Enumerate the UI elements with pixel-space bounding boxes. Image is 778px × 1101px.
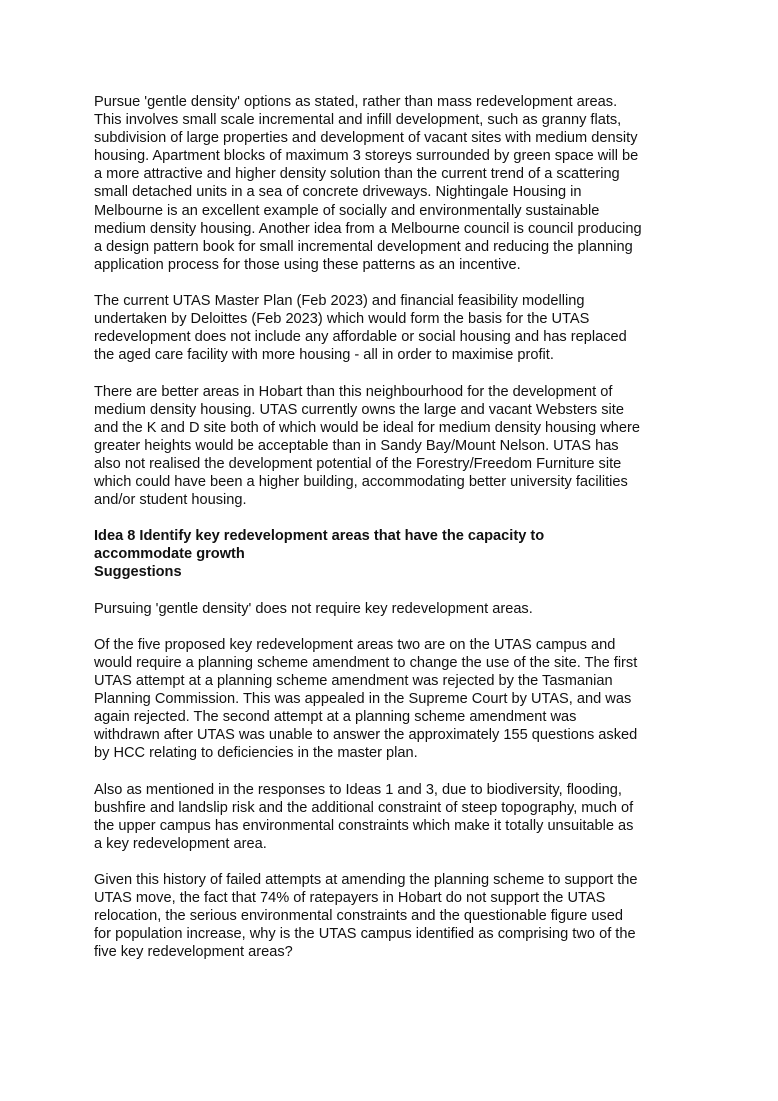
paragraph-failed-attempts (94, 871, 694, 961)
paragraph-five-proposed-areas (94, 636, 694, 763)
text-line: again rejected. The second attempt at a planning scheme amendment was (94, 709, 577, 726)
paragraph-pursuing-gentle-density (94, 600, 694, 618)
heading-line: Idea 8 Identify key redevelopment areas that have the capacity to (94, 528, 545, 545)
text-line: by HCC relating to deficiencies in the master plan. (94, 745, 418, 762)
text-line: The current UTAS Master Plan (Feb 2023) and financial feasibility modelling (94, 293, 585, 310)
heading-line: accommodate growth (94, 546, 245, 563)
text-line: five key redevelopment areas? (94, 944, 293, 961)
text-line: subdivision of large properties and development of vacant sites with medium density (94, 130, 638, 147)
text-line: a design pattern book for small incremental development and reducing the planning (94, 238, 633, 255)
text-line: withdrawn after UTAS was unable to answer the approximately 155 questions asked (94, 727, 638, 744)
text-line: housing. Apartment blocks of maximum 3 storeys surrounded by green space will be (94, 148, 639, 165)
text-line: a key redevelopment area. (94, 835, 267, 852)
text-line: medium density housing. UTAS currently owns the large and vacant Websters site (94, 401, 624, 418)
text-line: Of the five proposed key redevelopment areas two are on the UTAS campus and (94, 636, 616, 653)
section-heading (94, 527, 694, 581)
text-line: which could have been a higher building, accommodating better university facilities (94, 473, 628, 490)
text-line: redevelopment does not include any affordable or social housing and has replaced (94, 329, 627, 346)
text-line: Also as mentioned in the responses to Ideas 1 and 3, due to biodiversity, flooding, (94, 781, 622, 798)
text-line: UTAS attempt at a planning scheme amendment was rejected by the Tasmanian (94, 673, 613, 689)
text-line: Pursue 'gentle density' options as stated, rather than mass redevelopment areas. (94, 94, 618, 110)
text-line: Pursuing 'gentle density' does not require key redevelopment areas. (94, 600, 533, 617)
document-body (94, 93, 694, 980)
text-line: also not realised the development potential of the Forestry/Freedom Furniture site (94, 455, 622, 472)
text-line: This involves small scale incremental and infill development, such as granny flats, (94, 112, 622, 129)
text-line: a more attractive and higher density solution than the current trend of a scattering (94, 166, 620, 183)
text-line: relocation, the serious environmental constraints and the questionable figure used (94, 908, 623, 925)
text-line: small detached units in a sea of concrete driveways. Nightingale Housing in (94, 184, 582, 201)
text-line: application process for those using these patterns as an incentive. (94, 256, 521, 273)
paragraph-gentle-density (94, 93, 694, 274)
text-line: would require a planning scheme amendment to change the use of the site. The first (94, 654, 638, 671)
text-line: There are better areas in Hobart than this neighbourhood for the development of (94, 383, 613, 400)
text-line: medium density housing. Another idea from a Melbourne council is council producing (94, 220, 642, 237)
text-line: Given this history of failed attempts at amending the planning scheme to support the (94, 872, 638, 889)
text-line: the upper campus has environmental constraints which make it totally unsuitable as (94, 817, 634, 834)
text-line: the aged care facility with more housing - all in order to maximise profit. (94, 347, 554, 364)
text-line: greater heights would be acceptable than in Sandy Bay/Mount Nelson. UTAS has (94, 437, 619, 454)
paragraph-better-areas (94, 383, 694, 510)
text-line: UTAS move, the fact that 74% of ratepayers in Hobart do not support the UTAS (94, 890, 606, 907)
text-line: for population increase, why is the UTAS campus identified as comprising two of the (94, 926, 636, 943)
paragraph-environmental-constraints (94, 781, 694, 853)
text-line: and/or student housing. (94, 492, 247, 509)
text-line: Melbourne is an excellent example of socially and environmentally sustainable (94, 202, 600, 219)
paragraph-master-plan (94, 292, 694, 364)
text-line: bushfire and landslip risk and the additional constraint of steep topography, much of (94, 799, 634, 816)
text-line: and the K and D site both of which would be ideal for medium density housing where (94, 419, 640, 436)
text-line: undertaken by Deloittes (Feb 2023) which would form the basis for the UTAS (94, 311, 590, 328)
subheading-suggestions: Suggestions (94, 564, 182, 581)
text-line: Planning Commission. This was appealed in the Supreme Court by UTAS, and was (94, 691, 632, 708)
